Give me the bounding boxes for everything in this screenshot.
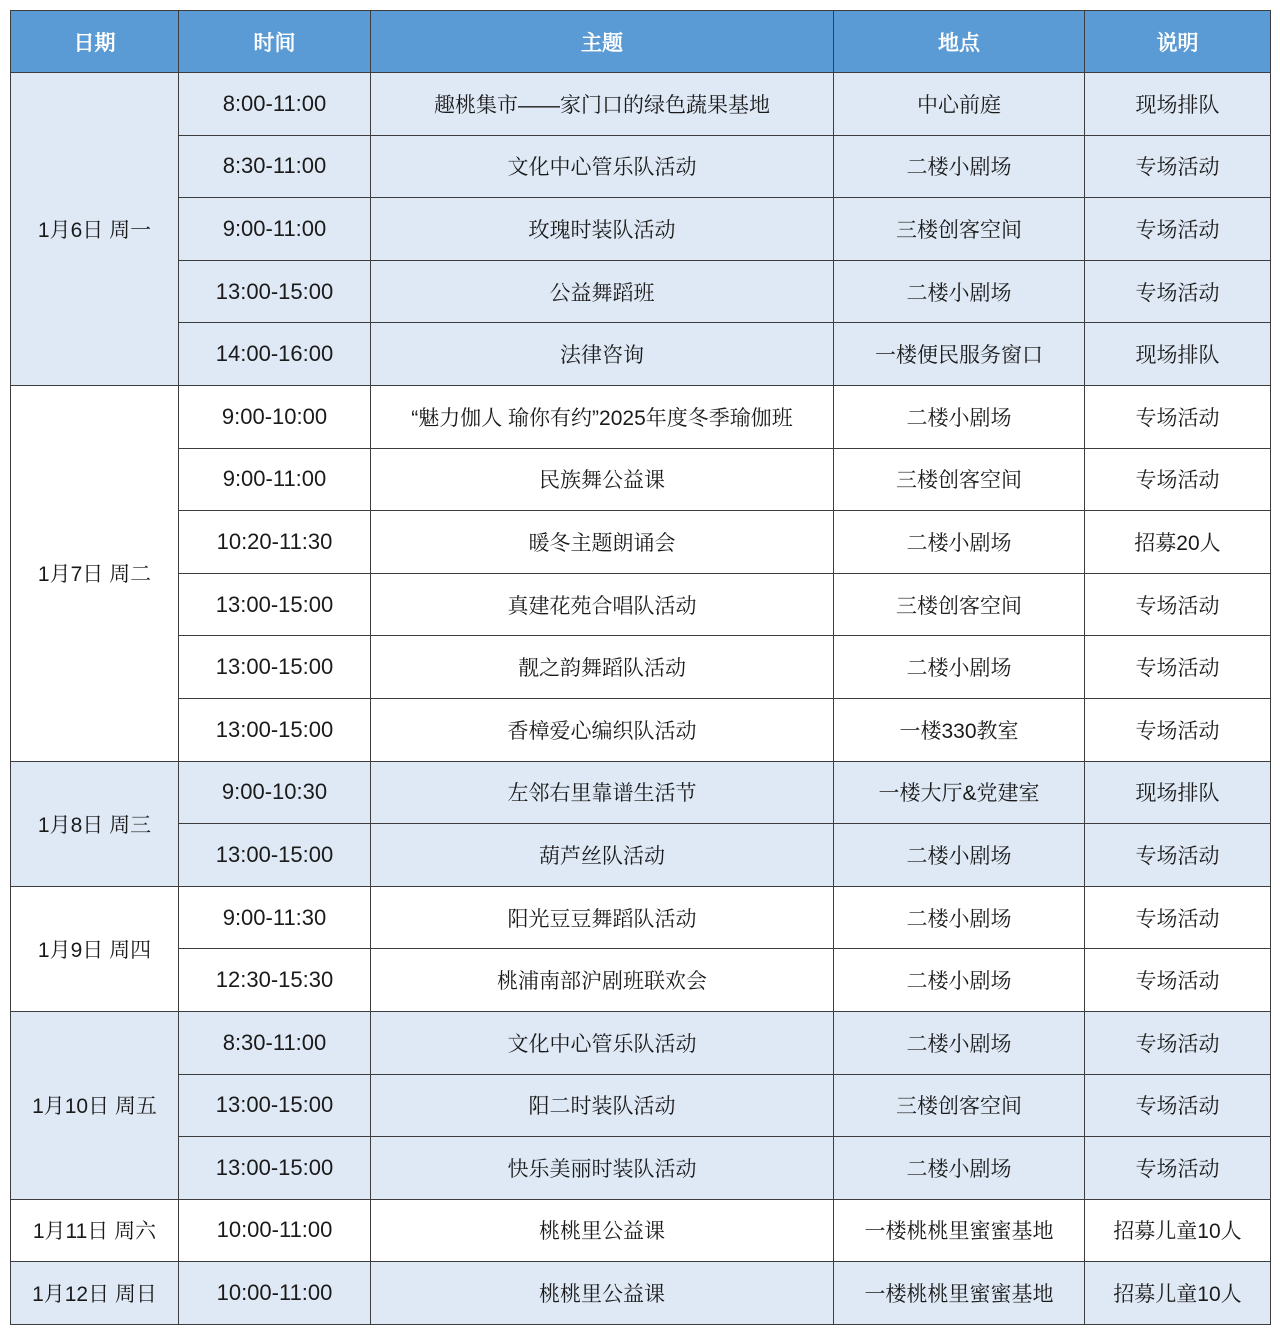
time-cell: 8:00-11:00: [179, 73, 371, 136]
table-row: [11, 1011, 1271, 1074]
topic-cell: “魅力伽人 瑜你有约”2025年度冬季瑜伽班: [371, 385, 834, 448]
time-cell: 9:00-11:00: [179, 198, 371, 261]
header-place: 地点: [834, 11, 1085, 73]
topic-cell: 桃桃里公益课: [371, 1262, 834, 1325]
time-cell: 9:00-11:00: [179, 448, 371, 511]
topic-cell: 靓之韵舞蹈队活动: [371, 636, 834, 699]
place-cell: 二楼小剧场: [834, 1137, 1085, 1200]
topic-cell: 葫芦丝队活动: [371, 824, 834, 887]
table-row: [11, 1137, 1271, 1200]
table-row: [11, 198, 1271, 261]
topic-cell: 文化中心管乐队活动: [371, 1011, 834, 1074]
note-cell: 专场活动: [1085, 824, 1271, 887]
place-cell: 一楼大厅&党建室: [834, 761, 1085, 824]
date-cell: 1月9日 周四: [11, 886, 179, 1011]
table-row: [11, 886, 1271, 949]
note-cell: 专场活动: [1085, 573, 1271, 636]
place-cell: 二楼小剧场: [834, 135, 1085, 198]
date-cell: 1月10日 周五: [11, 1011, 179, 1199]
note-cell: 专场活动: [1085, 385, 1271, 448]
place-cell: 二楼小剧场: [834, 260, 1085, 323]
date-cell: 1月8日 周三: [11, 761, 179, 886]
place-cell: 二楼小剧场: [834, 511, 1085, 574]
note-cell: 专场活动: [1085, 886, 1271, 949]
place-cell: 一楼桃桃里蜜蜜基地: [834, 1262, 1085, 1325]
time-cell: 9:00-10:00: [179, 385, 371, 448]
note-cell: 专场活动: [1085, 698, 1271, 761]
table-row: [11, 511, 1271, 574]
time-cell: 14:00-16:00: [179, 323, 371, 386]
place-cell: 中心前庭: [834, 73, 1085, 136]
table-row: [11, 385, 1271, 448]
topic-cell: 民族舞公益课: [371, 448, 834, 511]
header-row: [11, 11, 1271, 73]
header-date: 日期: [11, 11, 179, 73]
time-cell: 13:00-15:00: [179, 824, 371, 887]
schedule-body: [11, 73, 1271, 1325]
note-cell: 专场活动: [1085, 198, 1271, 261]
time-cell: 9:00-11:30: [179, 886, 371, 949]
place-cell: 三楼创客空间: [834, 198, 1085, 261]
date-cell: 1月7日 周二: [11, 385, 179, 761]
header-topic: 主题: [371, 11, 834, 73]
place-cell: 一楼便民服务窗口: [834, 323, 1085, 386]
note-cell: 专场活动: [1085, 260, 1271, 323]
date-cell: 1月6日 周一: [11, 73, 179, 386]
table-row: [11, 73, 1271, 136]
table-row: [11, 573, 1271, 636]
time-cell: 9:00-10:30: [179, 761, 371, 824]
table-row: [11, 260, 1271, 323]
time-cell: 13:00-15:00: [179, 1074, 371, 1137]
time-cell: 13:00-15:00: [179, 636, 371, 699]
place-cell: 二楼小剧场: [834, 636, 1085, 699]
topic-cell: 阳二时装队活动: [371, 1074, 834, 1137]
note-cell: 招募20人: [1085, 511, 1271, 574]
place-cell: 二楼小剧场: [834, 949, 1085, 1012]
place-cell: 三楼创客空间: [834, 1074, 1085, 1137]
note-cell: 招募儿童10人: [1085, 1262, 1271, 1325]
table-row: [11, 1262, 1271, 1325]
note-cell: 专场活动: [1085, 949, 1271, 1012]
note-cell: 现场排队: [1085, 73, 1271, 136]
time-cell: 10:00-11:00: [179, 1199, 371, 1262]
table-row: [11, 824, 1271, 887]
place-cell: 一楼桃桃里蜜蜜基地: [834, 1199, 1085, 1262]
note-cell: 现场排队: [1085, 323, 1271, 386]
table-row: [11, 636, 1271, 699]
note-cell: 专场活动: [1085, 135, 1271, 198]
time-cell: 13:00-15:00: [179, 573, 371, 636]
table-row: [11, 323, 1271, 386]
time-cell: 8:30-11:00: [179, 1011, 371, 1074]
note-cell: 专场活动: [1085, 636, 1271, 699]
note-cell: 招募儿童10人: [1085, 1199, 1271, 1262]
place-cell: 二楼小剧场: [834, 824, 1085, 887]
table-row: [11, 1199, 1271, 1262]
note-cell: 现场排队: [1085, 761, 1271, 824]
time-cell: 10:00-11:00: [179, 1262, 371, 1325]
topic-cell: 快乐美丽时装队活动: [371, 1137, 834, 1200]
date-cell: 1月12日 周日: [11, 1262, 179, 1325]
time-cell: 8:30-11:00: [179, 135, 371, 198]
place-cell: 三楼创客空间: [834, 448, 1085, 511]
place-cell: 二楼小剧场: [834, 385, 1085, 448]
topic-cell: 趣桃集市——家门口的绿色蔬果基地: [371, 73, 834, 136]
header-time: 时间: [179, 11, 371, 73]
place-cell: 一楼330教室: [834, 698, 1085, 761]
topic-cell: 真建花苑合唱队活动: [371, 573, 834, 636]
table-row: [11, 448, 1271, 511]
topic-cell: 阳光豆豆舞蹈队活动: [371, 886, 834, 949]
topic-cell: 公益舞蹈班: [371, 260, 834, 323]
note-cell: 专场活动: [1085, 1074, 1271, 1137]
topic-cell: 香樟爱心编织队活动: [371, 698, 834, 761]
time-cell: 13:00-15:00: [179, 698, 371, 761]
topic-cell: 桃桃里公益课: [371, 1199, 834, 1262]
table-row: [11, 135, 1271, 198]
note-cell: 专场活动: [1085, 448, 1271, 511]
topic-cell: 玫瑰时装队活动: [371, 198, 834, 261]
topic-cell: 文化中心管乐队活动: [371, 135, 834, 198]
place-cell: 三楼创客空间: [834, 573, 1085, 636]
time-cell: 13:00-15:00: [179, 1137, 371, 1200]
topic-cell: 法律咨询: [371, 323, 834, 386]
table-row: [11, 698, 1271, 761]
table-row: [11, 949, 1271, 1012]
table-row: [11, 761, 1271, 824]
place-cell: 二楼小剧场: [834, 1011, 1085, 1074]
topic-cell: 左邻右里靠谱生活节: [371, 761, 834, 824]
time-cell: 10:20-11:30: [179, 511, 371, 574]
place-cell: 二楼小剧场: [834, 886, 1085, 949]
time-cell: 12:30-15:30: [179, 949, 371, 1012]
time-cell: 13:00-15:00: [179, 260, 371, 323]
schedule-table: [10, 10, 1271, 1325]
topic-cell: 暖冬主题朗诵会: [371, 511, 834, 574]
topic-cell: 桃浦南部沪剧班联欢会: [371, 949, 834, 1012]
header-note: 说明: [1085, 11, 1271, 73]
table-row: [11, 1074, 1271, 1137]
note-cell: 专场活动: [1085, 1011, 1271, 1074]
note-cell: 专场活动: [1085, 1137, 1271, 1200]
date-cell: 1月11日 周六: [11, 1199, 179, 1262]
